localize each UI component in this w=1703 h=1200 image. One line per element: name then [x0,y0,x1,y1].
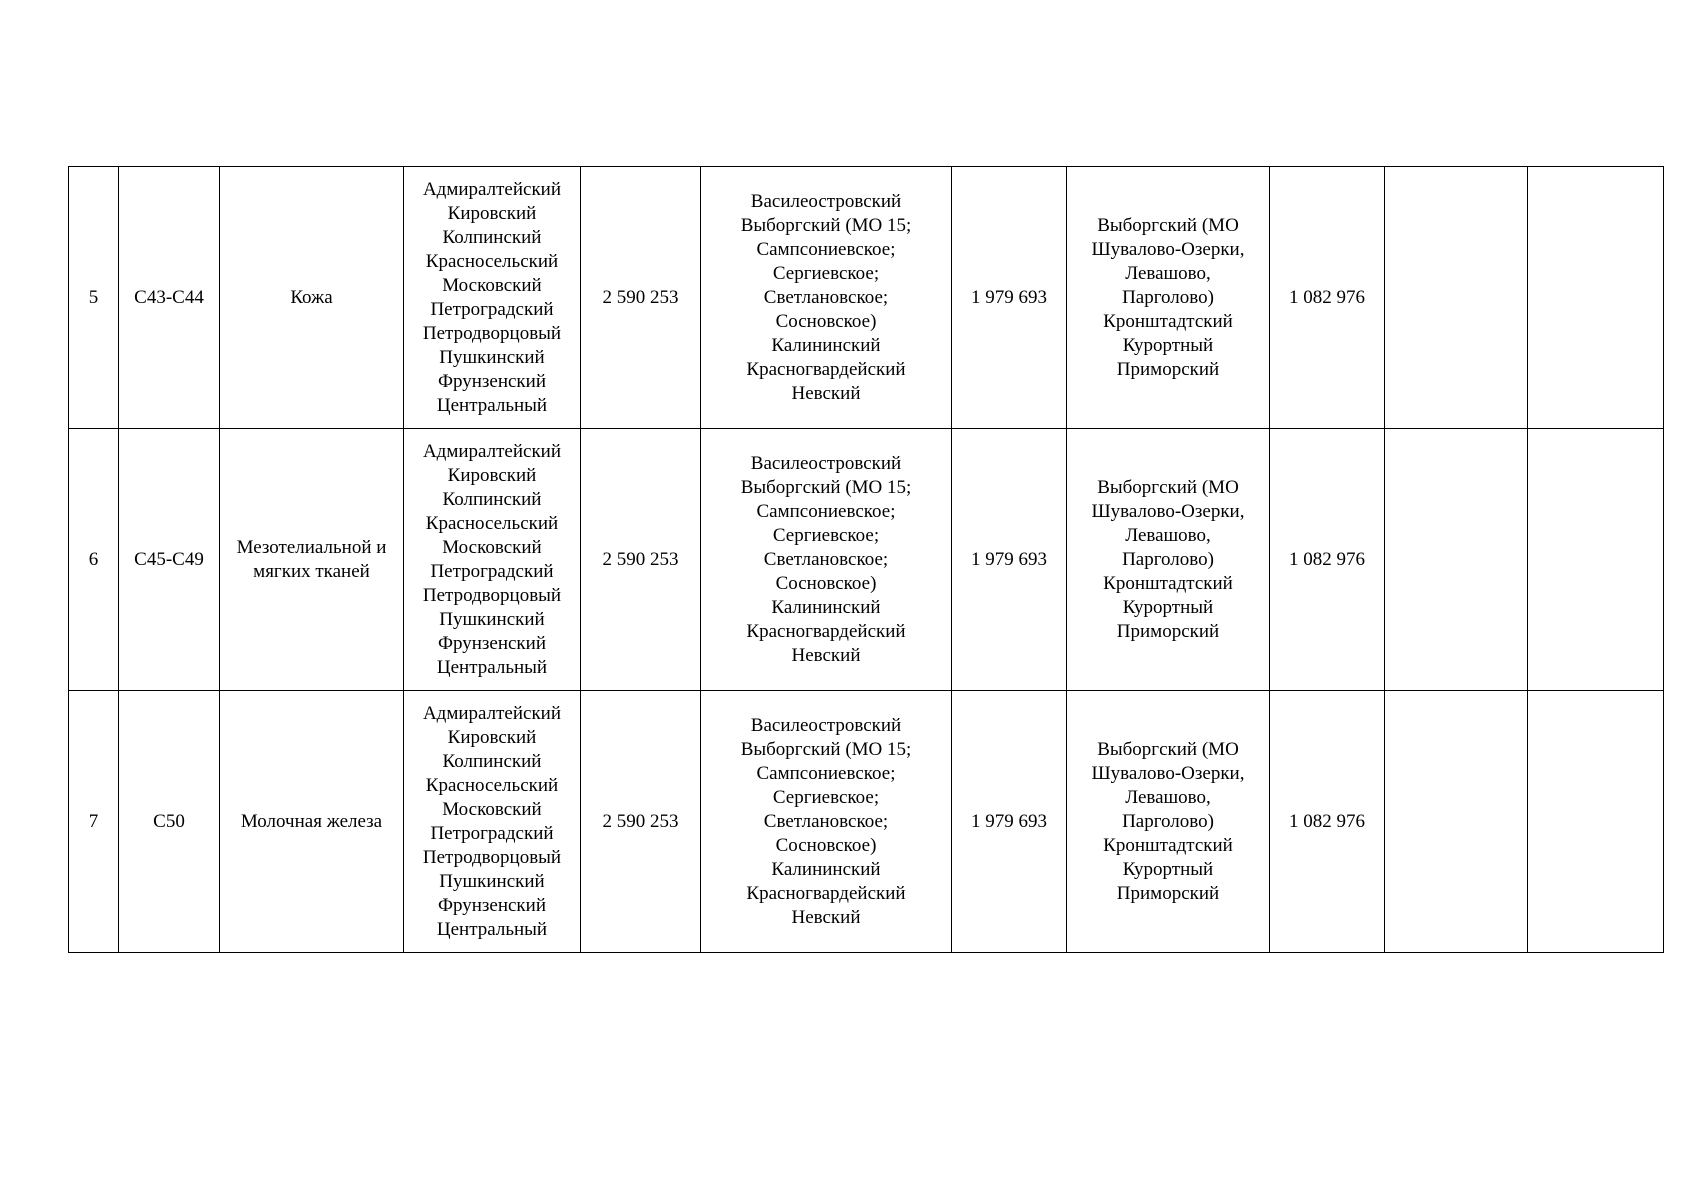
value-group-b: 1 979 693 [952,167,1067,429]
value-group-a: 2 590 253 [581,429,701,691]
table-row [69,429,1664,691]
row-number: 7 [69,691,119,953]
value-group-a: 2 590 253 [581,167,701,429]
empty-cell [1385,429,1528,691]
value-group-a: 2 590 253 [581,691,701,953]
districts-group-c: Выборгский (МО Шувалово-Озерки, Левашово, Парголово) Кронштадтский Курортный Приморский [1067,167,1270,429]
districts-group-c: Выборгский (МО Шувалово-Озерки, Левашово, Парголово) Кронштадтский Курортный Приморский [1067,429,1270,691]
districts-group-c: Выборгский (МО Шувалово-Озерки, Левашово, Парголово) Кронштадтский Курортный Приморский [1067,691,1270,953]
tumor-site: Молочная железа [220,691,404,953]
icd-code: С50 [119,691,220,953]
icd-code: С43-С44 [119,167,220,429]
empty-cell [1385,691,1528,953]
tumor-site: Кожа [220,167,404,429]
empty-cell [1528,691,1664,953]
districts-group-b: Василеостровский Выборгский (МО 15; Сампсониевское; Сергиевское; Светлановское; Сосновское) Калининский Красногвардейский Невский [701,429,952,691]
value-group-c: 1 082 976 [1270,691,1385,953]
icd-code: С45-С49 [119,429,220,691]
districts-group-b: Василеостровский Выборгский (МО 15; Сампсониевское; Сергиевское; Светлановское; Сосновское) Калининский Красногвардейский Невский [701,691,952,953]
table-row [69,691,1664,953]
value-group-b: 1 979 693 [952,691,1067,953]
value-group-c: 1 082 976 [1270,429,1385,691]
districts-group-a: Адмиралтейский Кировский Колпинский Красносельский Московский Петроградский Петродворцовый Пушкинский Фрунзенский Центральный [404,429,581,691]
row-number: 6 [69,429,119,691]
districts-group-a: Адмиралтейский Кировский Колпинский Красносельский Московский Петроградский Петродворцовый Пушкинский Фрунзенский Центральный [404,691,581,953]
value-group-c: 1 082 976 [1270,167,1385,429]
districts-group-a: Адмиралтейский Кировский Колпинский Красносельский Московский Петроградский Петродворцовый Пушкинский Фрунзенский Центральный [404,167,581,429]
row-number: 5 [69,167,119,429]
empty-cell [1528,167,1664,429]
empty-cell [1385,167,1528,429]
data-table [68,166,1664,953]
table-row [69,167,1664,429]
empty-cell [1528,429,1664,691]
value-group-b: 1 979 693 [952,429,1067,691]
districts-group-b: Василеостровский Выборгский (МО 15; Сампсониевское; Сергиевское; Светлановское; Сосновское) Калининский Красногвардейский Невский [701,167,952,429]
tumor-site: Мезотелиальной и мягких тканей [220,429,404,691]
